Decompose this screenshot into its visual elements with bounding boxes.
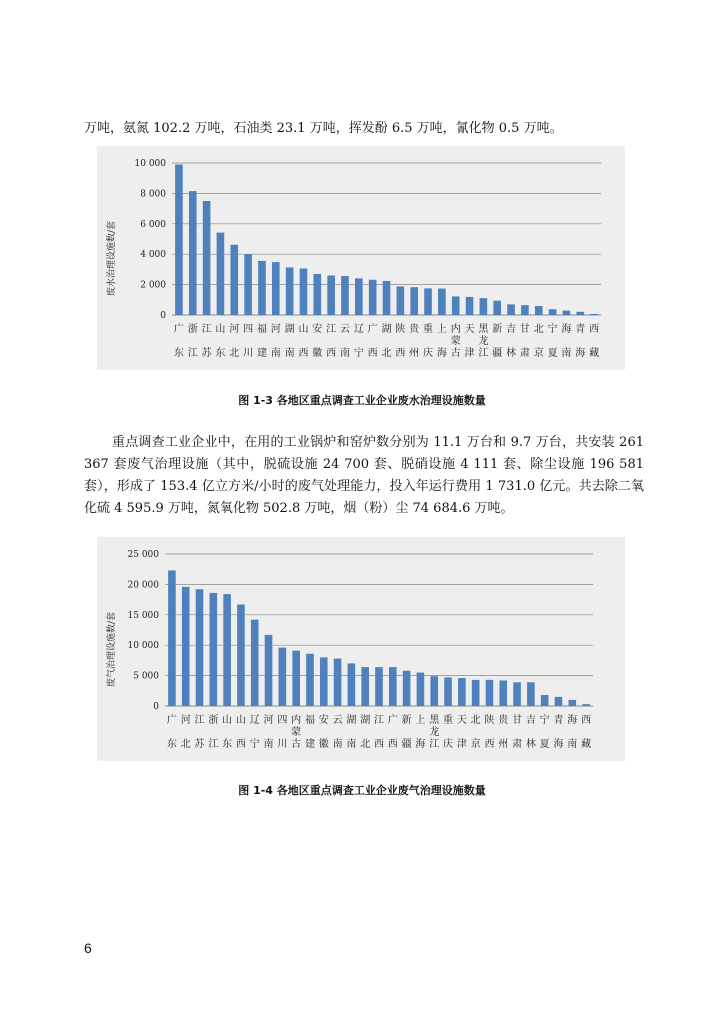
bar (230, 245, 238, 315)
bar (300, 268, 308, 315)
bar (582, 704, 590, 706)
x-tick-label: 河南 (270, 324, 281, 359)
bar (244, 254, 252, 315)
x-tick-label: 重庆 (443, 715, 454, 750)
x-tick-label: 重庆 (423, 324, 434, 359)
bar (348, 663, 356, 706)
bar (182, 587, 190, 706)
x-tick-label: 山东 (215, 324, 226, 359)
x-tick-label: 甘肃 (512, 715, 523, 750)
bar (375, 667, 383, 706)
x-tick-label: 新疆 (492, 324, 503, 359)
x-tick-label: 四川 (243, 324, 254, 359)
bar (203, 201, 211, 315)
bar (430, 676, 438, 706)
x-tick-label: 福建 (256, 324, 267, 359)
bar (314, 274, 322, 315)
x-tick-label: 湖北 (360, 715, 371, 750)
bar (493, 301, 501, 315)
x-tick-label: 陕西 (484, 715, 495, 750)
paragraph-continuation: 万吨，氨氮 102.2 万吨，石油类 23.1 万吨，挥发酚 6.5 万吨，氰化物 0.5 万吨。 (84, 121, 563, 136)
bar (397, 286, 405, 315)
x-tick-label: 浙江 (187, 324, 198, 359)
x-tick-label: 陕西 (395, 324, 406, 359)
y-tick-label: 10 000 (127, 641, 159, 652)
bar (168, 570, 176, 706)
x-tick-label: 安徽 (318, 715, 329, 750)
bar (334, 659, 342, 706)
x-tick-label: 内蒙古 (291, 715, 302, 750)
x-tick-label: 广东 (173, 324, 184, 359)
y-axis-label-text: 废气治理设施数/套 (107, 611, 118, 687)
figure-caption-1-3: 图 1-3 各地区重点调查工业企业废水治理设施数量 (238, 394, 486, 407)
page-number: 6 (84, 940, 92, 956)
y-tick-label: 25 000 (127, 550, 159, 560)
bar (251, 620, 259, 706)
bar (535, 306, 543, 315)
bar (237, 604, 245, 706)
figure-caption-1-4: 图 1-4 各地区重点调查工业企业废气治理设施数量 (238, 784, 486, 797)
bar (438, 289, 446, 315)
x-tick-label: 辽宁 (353, 324, 364, 359)
bar (327, 275, 335, 315)
x-tick-label: 西藏 (589, 324, 600, 359)
y-tick-label: 2 000 (140, 280, 166, 291)
x-tick-label: 贵州 (409, 324, 420, 359)
bar (306, 654, 314, 706)
bar (265, 635, 273, 706)
x-tick-label: 北京 (533, 324, 544, 359)
bar (555, 697, 563, 706)
x-tick-label: 上海 (415, 715, 426, 750)
bar (458, 678, 466, 706)
bar (355, 278, 363, 315)
waste-gas-bar-chart-svg (97, 537, 625, 761)
x-tick-label: 西藏 (581, 715, 592, 750)
x-tick-label: 福建 (304, 715, 315, 750)
bar (210, 593, 218, 706)
bar (527, 682, 535, 706)
y-axis-label-text: 废水治理设施数/套 (107, 220, 118, 296)
x-tick-label: 内蒙古 (450, 324, 461, 359)
x-tick-label: 云南 (332, 715, 343, 750)
bar (196, 589, 204, 706)
x-tick-label: 湖南 (346, 715, 357, 750)
x-tick-label: 甘肃 (519, 324, 530, 359)
bar (369, 280, 377, 315)
bar (521, 305, 529, 315)
y-tick-label: 0 (153, 702, 159, 712)
bar (472, 680, 480, 706)
bar (361, 667, 369, 706)
bar (389, 667, 397, 706)
x-tick-label: 黑龙江 (478, 324, 489, 359)
y-tick-label: 15 000 (127, 610, 159, 621)
bar (507, 304, 515, 315)
x-tick-label: 天津 (456, 715, 467, 750)
bar (292, 651, 300, 706)
bar (480, 298, 488, 315)
x-tick-label: 河北 (229, 324, 240, 359)
x-tick-label: 四川 (277, 715, 288, 750)
x-tick-label: 云南 (339, 324, 350, 359)
x-tick-label: 江西 (374, 715, 384, 750)
y-tick-label: 5 000 (133, 671, 159, 682)
bar (258, 261, 266, 315)
bar (217, 233, 225, 315)
x-tick-label: 青海 (575, 324, 586, 359)
x-tick-label: 海南 (567, 715, 578, 750)
y-tick-label: 6 000 (140, 219, 166, 230)
x-tick-label: 宁夏 (539, 715, 550, 750)
bar (590, 314, 598, 315)
x-tick-label: 天津 (464, 324, 475, 359)
bar (286, 267, 294, 315)
bar (541, 695, 549, 706)
x-tick-label: 山西 (298, 324, 309, 359)
x-tick-label: 上海 (436, 324, 447, 359)
bar (383, 281, 391, 315)
x-tick-label: 吉林 (525, 715, 536, 750)
y-tick-label: 20 000 (127, 580, 159, 591)
bar (486, 680, 494, 706)
waste-gas-facilities-chart (97, 537, 625, 761)
bar (403, 671, 411, 706)
x-tick-label: 新疆 (401, 715, 412, 750)
x-tick-label: 广东 (166, 715, 177, 750)
wastewater-facilities-chart (97, 146, 625, 370)
wastewater-bar-chart-svg (97, 146, 625, 370)
x-tick-label: 青海 (553, 715, 564, 750)
bar (444, 677, 452, 706)
bar (568, 700, 576, 706)
x-tick-label: 河北 (180, 715, 191, 750)
y-tick-label: 4 000 (140, 250, 166, 261)
x-tick-label: 辽宁 (249, 715, 260, 750)
bar (466, 297, 474, 315)
bar (223, 594, 231, 706)
bar (563, 311, 571, 315)
x-tick-label: 河南 (263, 715, 274, 750)
bar (341, 276, 349, 315)
x-tick-label: 北京 (470, 715, 481, 750)
x-tick-label: 广西 (387, 715, 398, 750)
bar (175, 165, 183, 315)
x-tick-label: 江苏 (201, 324, 212, 359)
paragraph-waste-gas: 重点调查工业企业中，在用的工业锅炉和窑炉数分别为 11.1 万台和 9.7 万台，共安装 261 367 套废气治理设施（其中，脱硫设施 24 700 套、脱硝设施 4 111 套、除尘设施 196 581 套），形成了 153.4 亿立方米/小时的废气处理能力，投入年运行费用 1 731.0 亿元。共去除二氧化硫 4 595.9 万吨，氮氧化物 502.8 万吨，烟（粉）尘 74 684.6 万吨。 (84, 435, 644, 516)
y-tick-label: 8 000 (140, 189, 166, 200)
x-tick-label: 江西 (326, 324, 337, 359)
bar (513, 682, 521, 706)
x-tick-label: 湖南 (284, 324, 295, 359)
bar (279, 648, 287, 706)
x-tick-label: 浙江 (208, 715, 219, 750)
bar (499, 680, 507, 706)
x-tick-label: 吉林 (506, 324, 517, 359)
bar (576, 312, 584, 315)
bar (320, 657, 328, 706)
x-tick-label: 贵州 (498, 715, 509, 750)
bar (189, 191, 197, 315)
x-tick-label: 湖北 (381, 324, 392, 359)
x-tick-label: 安徽 (312, 324, 323, 359)
x-tick-label: 江苏 (194, 715, 205, 750)
y-tick-label: 0 (160, 311, 166, 321)
x-tick-label: 山西 (235, 715, 246, 750)
y-tick-label: 10 000 (134, 159, 166, 169)
x-tick-label: 广西 (367, 324, 378, 359)
bar (452, 296, 460, 315)
x-tick-label: 宁夏 (547, 324, 558, 359)
x-tick-label: 海南 (561, 324, 572, 359)
bar (417, 673, 425, 706)
x-tick-label: 黑龙江 (429, 715, 440, 750)
bar (272, 262, 280, 315)
bar (410, 287, 418, 315)
bar (549, 309, 557, 315)
bar (424, 288, 432, 315)
x-tick-label: 山东 (222, 715, 233, 750)
